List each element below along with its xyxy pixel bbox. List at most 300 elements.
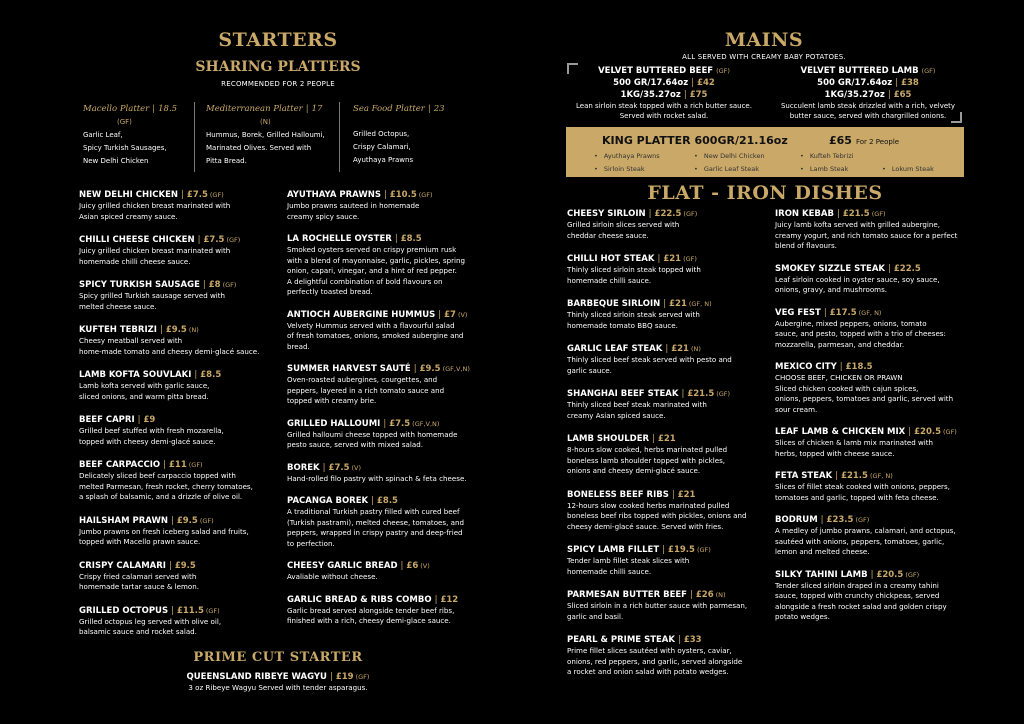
- price-separator: |: [820, 515, 824, 525]
- item-price: £21.5: [841, 471, 868, 481]
- platter-divider: [194, 102, 195, 172]
- item-name: MEXICO CITY: [775, 362, 837, 372]
- price-separator: |: [823, 307, 827, 318]
- item-title-row: [287, 419, 487, 430]
- item-desc: Crispy fried calamari served with: [79, 571, 197, 581]
- menu-item-mexico-city: [775, 362, 975, 415]
- platter-desc-line: Pitta Bread.: [206, 157, 247, 165]
- item-name: CHEESY GARLIC BREAD: [287, 561, 398, 571]
- flat-iron-title: FLAT - IRON DISHES: [647, 182, 883, 204]
- item-tag: (GF): [188, 461, 203, 469]
- price-separator: |: [657, 254, 661, 264]
- item-price: £11.5: [176, 605, 204, 616]
- menu-item-la-rochelle-oyster: [287, 234, 487, 298]
- item-name: NEW DELHI CHICKEN: [79, 190, 179, 200]
- item-desc: A traditional Turkish pastry filled with cured beef: [287, 507, 460, 516]
- item-tag: (GF): [199, 516, 214, 525]
- item-price: £10.5: [389, 190, 417, 200]
- item-desc: sautéed with onions, peppers, tomatoes, garlic,: [775, 536, 945, 546]
- item-tag: (GF, N): [688, 300, 712, 308]
- item-desc: melted cheese sauce.: [79, 301, 157, 311]
- item-desc: Smoked oysters served on crispy premium rusk: [287, 245, 457, 254]
- price-separator: |: [681, 389, 685, 399]
- item-name: SILKY TAHINI LAMB: [775, 569, 868, 580]
- item-desc: Aubergine, mixed peppers, onions, tomato: [775, 318, 927, 328]
- item-title-row: [567, 590, 772, 601]
- item-desc: potato wedges.: [775, 612, 830, 621]
- price-separator: |: [181, 190, 184, 200]
- menu-item-grilled-halloumi: [287, 419, 487, 451]
- item-desc: homemade tartar sauce & lemon.: [79, 582, 200, 591]
- price-separator: |: [168, 560, 172, 571]
- item-desc: blend of flavours.: [775, 241, 837, 250]
- item-name: VELVET BUTTERED BEEF: [598, 66, 714, 76]
- platter-tag: (N): [260, 118, 271, 126]
- platter-desc-line: Spicy Turkish Sausages,: [83, 144, 167, 152]
- price-separator: |: [839, 362, 843, 372]
- item-desc: Jumbo prawns sauteed in homemade: [287, 201, 420, 210]
- platter-desc-line: Garlic Leaf,: [83, 131, 123, 139]
- item-desc: Sliced chicken cooked with cajun spices,: [775, 383, 919, 393]
- item-title-row: [79, 325, 279, 336]
- price-separator: |: [434, 594, 438, 605]
- item-name: VEG FEST: [775, 307, 821, 318]
- item-tag: (N): [690, 345, 701, 353]
- item-name: CHILLI CHEESE CHICKEN: [79, 235, 195, 245]
- platter-name: Sea Food Platter: [353, 104, 425, 114]
- item-tag: (GF,V,N): [442, 365, 470, 373]
- item-title-row: [79, 460, 279, 471]
- item-name: CHILLI HOT STEAK: [567, 254, 655, 264]
- item-title-row: [567, 434, 772, 445]
- king-platter-people: For 2 People: [855, 138, 900, 146]
- menu-item-lamb-shoulder: [567, 434, 772, 477]
- item-desc: Sliced sirloin in a rich butter sauce with parmesan,: [567, 601, 748, 610]
- item-price: £9.5: [419, 364, 441, 374]
- item-desc: topped with creamy brie.: [287, 396, 377, 405]
- item-price: £22.5: [893, 263, 921, 274]
- price-separator: |: [400, 561, 404, 571]
- item-title-row: [79, 561, 279, 572]
- item-name: SUMMER HARVEST SAUTÉ: [287, 364, 411, 374]
- price-separator: |: [690, 590, 693, 600]
- item-tag: (N): [188, 326, 199, 334]
- item-name: QUEENSLAND RIBEYE WAGYU: [186, 672, 327, 682]
- item-desc: onions and cheesy demi-glacé sauce.: [567, 466, 701, 475]
- item-title-row: [287, 463, 487, 474]
- item-desc: Prime fillet slices sautéed with oysters, caviar,: [567, 646, 732, 655]
- menu-item-chilli-cheese-chicken: [79, 235, 279, 267]
- flat-iron-right-column: [775, 209, 975, 623]
- menu-item-chilli-hot-steak: [567, 254, 772, 286]
- sharing-platters-title: SHARING PLATTERS: [195, 59, 361, 75]
- menu-item-barbeque-sirloin: [567, 299, 772, 331]
- price-separator: |: [322, 462, 326, 473]
- price-separator: |: [888, 263, 891, 274]
- item-desc: homemade chilli cheese sauce.: [79, 256, 191, 266]
- item-desc: Thinly sliced sirloin steak served with: [567, 310, 700, 319]
- item-desc: finished with a rich, cheesy demi-glace sauce.: [287, 616, 451, 625]
- item-desc: Delicately sliced beef carpaccio topped with: [79, 471, 236, 480]
- item-desc: 3 oz Ribeye Wagyu Served with tender asparagus.: [188, 683, 368, 692]
- item-tag: (V): [351, 463, 362, 472]
- item-desc: Velvety Hummus served with a flavourful salad: [287, 320, 455, 330]
- item-desc: alongside a fresh rocket salad and golden crispy: [775, 601, 947, 611]
- price-separator: |: [652, 434, 655, 444]
- item-tag: (GF): [696, 546, 711, 554]
- item-desc: Cheesy meatball served with: [79, 336, 183, 345]
- item-desc: cheesy demi-glacé sauce. Served with fries.: [567, 521, 724, 531]
- king-platter-item: • Lokum Steak: [882, 165, 934, 173]
- velvet-lamb: VELVET BUTTERED LAMB (GF) 500 GR/17.64oz | £38 1KG/35.27oz | £65 Succulent lamb steak drizzled with a rich, velvety butter sauce, served with chargrilled onions.: [770, 66, 966, 121]
- item-name: GARLIC LEAF STEAK: [567, 344, 663, 354]
- item-desc: onions, red peppers, and garlic, served alongside: [567, 656, 743, 666]
- platter-desc-line: Marinated Olives. Served with: [206, 144, 312, 152]
- menu-item-garlic-bread-ribs-combo: [287, 595, 487, 627]
- price-separator: |: [137, 415, 141, 425]
- item-desc: with a blend of mayonnaise, garlic, pickles, spring: [287, 255, 465, 265]
- item-desc: pesto sauce, served with mixed salad.: [287, 440, 423, 449]
- king-platter-item: • Kufteh Tebrizi: [800, 152, 854, 160]
- item-price: £21.5: [842, 209, 870, 219]
- price: £75: [689, 90, 708, 100]
- item-desc: Slices of fillet steak cooked with onions, peppers,: [775, 482, 950, 491]
- menu-item-shanghai-beef-steak: [567, 389, 772, 421]
- item-tag: (GF): [716, 67, 730, 75]
- starters-title: STARTERS: [218, 29, 338, 51]
- weight: 500 GR/17.64oz: [817, 78, 893, 88]
- item-title-row: [287, 496, 487, 507]
- item-title-row: [287, 190, 487, 201]
- menu-item-boneless-beef-ribs: [567, 490, 772, 533]
- item-desc: mozzarella, parmesan, and cheddar.: [775, 339, 905, 349]
- item-desc: Slices of chicken & lamb mix marinated with: [775, 438, 934, 447]
- item-title-row: [567, 344, 772, 355]
- item-price: £9.5: [176, 515, 198, 526]
- item-desc: perfectly toasted bread.: [287, 287, 373, 296]
- item-name: AYUTHAYA PRAWNS: [287, 190, 381, 200]
- item-title-row: [567, 490, 772, 501]
- item-desc: topped with Macello prawn sauce.: [79, 537, 201, 546]
- item-name: GRILLED OCTOPUS: [79, 605, 169, 616]
- item-desc: Juicy grilled chicken breast marinated with: [79, 201, 231, 210]
- menu-item-veg-fest: [775, 308, 975, 351]
- item-desc: Lamb kofta served with garlic sauce,: [79, 381, 210, 390]
- item-price: £7.5: [186, 190, 208, 200]
- item-price: £20.5: [876, 569, 904, 580]
- item-name: FETA STEAK: [775, 471, 833, 481]
- item-tag: (GF): [921, 67, 936, 75]
- item-title-row: [287, 561, 487, 572]
- item-price: £22.5: [654, 209, 682, 219]
- menu-item-lamb-kofta-souvlaki: [79, 370, 279, 402]
- item-desc: Tender lamb fillet steak slices with: [567, 556, 690, 565]
- item-desc: cheddar cheese sauce.: [567, 230, 649, 240]
- price-separator: |: [665, 344, 669, 354]
- item-title-row: [79, 415, 279, 426]
- item-title-row: [567, 389, 772, 400]
- mains-note: ALL SERVED WITH CREAMY BABY POTATOES.: [682, 53, 846, 61]
- item-title-row: [287, 595, 487, 606]
- price: £65: [893, 90, 912, 100]
- price-separator: |: [438, 309, 442, 320]
- price-separator: |: [835, 471, 839, 481]
- king-platter-price-block: [829, 134, 899, 147]
- flat-iron-left-column: [567, 209, 772, 678]
- price: £38: [901, 78, 919, 88]
- item-name: KUFTEH TEBRIZI: [79, 325, 157, 335]
- item-title-row: [567, 209, 772, 220]
- menu-item-bodrum: [775, 515, 975, 558]
- weight: 500 GR/17.64oz: [613, 78, 689, 88]
- item-desc: creamy Asian spiced sauce.: [567, 410, 666, 420]
- velvet-beef: VELVET BUTTERED BEEF (GF) 500 GR/17.64oz | £42 1KG/35.27oz | £75 Lean sirloin steak topped with a rich butter sauce. Served with rocket salad.: [566, 66, 762, 121]
- price-separator: |: [394, 234, 398, 244]
- platter-mediterranean: Mediterranean Platter | 17 (N) Hummus, Borek, Grilled Halloumi, Marinated Olives. Served with Pitta Bread.: [206, 104, 346, 168]
- item-desc: boneless lamb shoulder topped with pickles,: [567, 455, 726, 465]
- item-desc: garlic sauce.: [567, 365, 612, 375]
- king-platter-item: • New Delhi Chicken: [694, 152, 765, 160]
- item-price: £18.5: [845, 362, 873, 372]
- menu-item-spicy-turkish-sausage: [79, 280, 279, 312]
- item-desc: homemade chilli sauce.: [567, 566, 652, 576]
- item-price: £21: [657, 434, 676, 444]
- item-name: HAILSHAM PRAWN: [79, 515, 168, 526]
- menu-item-iron-kebab: [775, 209, 975, 252]
- price-separator: |: [170, 515, 174, 526]
- item-desc: Jumbo prawns on fresh iceberg salad and fruits,: [79, 526, 249, 536]
- menu-item-silky-tahini-lamb: [775, 570, 975, 623]
- item-name: LEAF LAMB & CHICKEN MIX: [775, 427, 906, 437]
- item-title-row: [567, 299, 772, 310]
- item-title-row: [79, 370, 279, 381]
- price-separator: |: [159, 325, 163, 335]
- item-desc: a splash of balsamic, and a drizzle of olive oil.: [79, 492, 243, 501]
- item-desc: to perfection.: [287, 538, 335, 548]
- item-tag: (GF): [871, 210, 886, 218]
- item-desc: herbs, topped with cheese sauce.: [775, 448, 895, 458]
- item-desc: bread.: [287, 341, 310, 351]
- menu-item-parmesan-butter-beef: [567, 590, 772, 622]
- item-tag: (GF, N): [869, 472, 893, 480]
- price-separator: |: [663, 299, 667, 309]
- platter-name: Mediterranean Platter: [206, 104, 303, 114]
- item-price: £23.5: [826, 515, 854, 525]
- item-desc: 12-hours slow cooked herbs marinated pulled: [567, 500, 730, 510]
- item-price: £7: [444, 309, 456, 320]
- item-title-row: [287, 234, 487, 245]
- menu-item-pacanga-borek: [287, 496, 487, 549]
- king-platter-item: • Garlic Leaf Steak: [694, 165, 759, 173]
- item-title-row: [79, 516, 279, 527]
- item-price: £20.5: [914, 427, 941, 437]
- item-price: £9.5: [165, 325, 187, 335]
- item-desc: balsamic sauce and rocket salad.: [79, 627, 197, 636]
- item-desc: melted Parmesan, fresh rocket, cherry tomatoes,: [79, 481, 253, 491]
- item-desc: 8-hours slow cooked, herbs marinated pulled: [567, 445, 728, 454]
- item-name: SPICY TURKISH SAUSAGE: [79, 280, 200, 290]
- item-title-row: [775, 264, 975, 275]
- item-name: BODRUM: [775, 515, 818, 525]
- item-title-row: [79, 235, 279, 246]
- item-desc: peppers, wrapped in crispy pastry and deep-fried: [287, 528, 463, 537]
- item-desc: Served with rocket salad.: [619, 111, 709, 120]
- item-name: VELVET BUTTERED LAMB: [800, 66, 919, 76]
- platter-macello: Macello Platter | 18.5 (GF) Garlic Leaf, Spicy Turkish Sausages, New Delhi Chicken: [83, 104, 203, 168]
- menu-item-cheesy-sirloin: [567, 209, 772, 241]
- starters-left-column: [79, 190, 279, 638]
- item-tag: (GF): [222, 281, 237, 289]
- menu-item-summer-harvest-saut: [287, 364, 487, 407]
- king-platter-item: • Lamb Steak: [800, 165, 848, 173]
- price-separator: |: [908, 427, 912, 437]
- item-title-row: [775, 427, 975, 438]
- king-platter: [566, 127, 964, 177]
- item-tag: (N): [715, 591, 726, 599]
- item-tag: (GF): [683, 255, 697, 263]
- item-desc: sliced onions, and warm pitta bread.: [79, 391, 209, 401]
- item-name: PEARL & PRIME STEAK: [567, 635, 675, 645]
- menu-item-hailsham-prawn: [79, 516, 279, 548]
- item-price: £9.5: [174, 560, 196, 571]
- item-tag: (GF): [905, 570, 920, 579]
- menu-item-kufteh-tebrizi: [79, 325, 279, 357]
- weight: 1KG/35.27oz: [620, 90, 681, 100]
- item-desc: Juicy lamb kofta served with grilled aubergine,: [775, 220, 940, 229]
- item-title-row: [567, 635, 772, 646]
- item-desc: homemade chilli sauce.: [567, 275, 652, 285]
- sharing-note: RECOMMENDED FOR 2 PEOPLE: [221, 80, 335, 88]
- item-desc: sour cream.: [775, 404, 818, 414]
- price-separator: |: [836, 209, 840, 219]
- platter-seafood: Sea Food Platter | 23 Grilled Octopus, Crispy Calamari, Ayuthaya Prawns: [353, 104, 463, 167]
- item-price: £7.5: [328, 462, 350, 473]
- price-separator: |: [197, 235, 201, 245]
- item-title-row: [775, 308, 975, 319]
- price-separator: |: [163, 460, 166, 470]
- item-desc: Grilled halloumi cheese topped with homemade: [287, 429, 458, 439]
- menu-item-leaf-lamb-chicken-mix: [775, 427, 975, 459]
- item-desc: topped with cheesy demi-glacé sauce.: [79, 436, 216, 446]
- menu-item-cheesy-garlic-bread: [287, 561, 487, 583]
- item-desc: sauce, topped with crunchy chickpeas, served: [775, 591, 940, 600]
- item-name: LAMB KOFTA SOUVLAKI: [79, 370, 192, 380]
- item-price: £19.5: [668, 545, 695, 555]
- menu-item-new-delhi-chicken: [79, 190, 279, 222]
- item-name: BEEF CARPACCIO: [79, 460, 161, 470]
- item-price: £12: [440, 594, 459, 605]
- item-desc: Succulent lamb steak drizzled with a rich, velvety: [780, 102, 956, 110]
- item-price: £6: [406, 561, 419, 571]
- item-title-row: [79, 280, 279, 291]
- item-desc: garlic and basil.: [567, 611, 624, 621]
- item-desc: sauce, and pesto, topped with a trio of cheeses:: [775, 329, 946, 338]
- price-separator: |: [671, 489, 675, 500]
- item-title-row: [775, 471, 975, 482]
- starters-right-column: [287, 190, 487, 627]
- menu-item-smokey-sizzle-steak: [775, 264, 975, 296]
- item-tag: (GF, N): [858, 308, 882, 317]
- item-price: £21: [669, 299, 687, 309]
- platter-desc: [206, 129, 346, 168]
- item-name: IRON KEBAB: [775, 209, 834, 219]
- item-desc: Tender sliced sirloin draped in a creamy tahini: [775, 580, 939, 590]
- item-price: £8.5: [200, 370, 222, 380]
- item-name: LA ROCHELLE OYSTER: [287, 234, 392, 244]
- item-tag: (GF): [226, 236, 241, 244]
- platter-price: 17: [311, 104, 323, 114]
- price: £42: [697, 78, 715, 88]
- item-title-row: [79, 190, 279, 201]
- item-name: SHANGHAI BEEF STEAK: [567, 389, 679, 399]
- item-title-row: [775, 570, 975, 581]
- menu-item-beef-carpaccio: [79, 460, 279, 503]
- item-name: PACANGA BOREK: [287, 496, 369, 506]
- item-price: £21: [663, 254, 682, 264]
- item-price: £19: [335, 672, 354, 682]
- item-name: BARBEQUE SIRLOIN: [567, 299, 661, 309]
- menu-item-antioch-aubergine-hummus: [287, 310, 487, 353]
- menu-item-garlic-leaf-steak: [567, 344, 772, 376]
- platter-desc: [353, 128, 463, 167]
- item-title-row: [287, 364, 487, 375]
- item-title-row: [567, 254, 772, 265]
- item-tag: (GF): [943, 428, 957, 436]
- item-tag: (V): [420, 562, 430, 570]
- item-desc: A delightful combination of bold flavours on: [287, 276, 443, 286]
- price-separator: |: [171, 605, 174, 616]
- item-price: £21: [677, 489, 696, 500]
- item-desc: Leaf sirloin cooked in oyster sauce, soy sauce,: [775, 274, 940, 284]
- item-name: CRISPY CALAMARI: [79, 560, 166, 571]
- item-desc: Thinly sliced sirloin steak topped with: [567, 265, 701, 274]
- item-desc: Oven-roasted aubergines, courgettes, and: [287, 375, 438, 384]
- platter-desc-line: Grilled Octopus,: [353, 130, 410, 138]
- item-price: £7.5: [389, 418, 411, 429]
- platter-divider: [339, 102, 340, 172]
- price-separator: |: [677, 635, 681, 645]
- item-price: £21.5: [687, 389, 715, 399]
- menu-item-grilled-octopus: [79, 606, 279, 638]
- platter-desc-line: Crispy Calamari,: [353, 143, 411, 151]
- item-title-row: [775, 362, 975, 373]
- item-desc: butter sauce, served with chargrilled onions.: [789, 111, 947, 120]
- item-desc: of fresh tomatoes, onions, smoked aubergine and: [287, 331, 464, 340]
- item-desc: peppers, layered in a rich tomato sauce and: [287, 385, 445, 395]
- king-platter-title: KING PLATTER 600GR/21.16oz: [602, 134, 788, 147]
- menu-item-borek: [287, 463, 487, 485]
- mains-title: MAINS: [724, 29, 804, 51]
- item-price: £8: [208, 280, 221, 290]
- item-desc: Avaliable without cheese.: [287, 572, 378, 581]
- price-separator: |: [371, 496, 374, 506]
- item-price: £26: [695, 590, 714, 600]
- item-name: GARLIC BREAD & RIBS COMBO: [287, 594, 432, 605]
- item-price: £7.5: [203, 235, 225, 245]
- item-price: £8.5: [400, 234, 422, 244]
- menu-item-beef-capri: [79, 415, 279, 447]
- item-desc: Asian spiced creamy sauce.: [79, 211, 178, 221]
- item-desc: A medley of jumbo prawns, calamari, and octopus,: [775, 526, 956, 535]
- menu-item-pearl-prime-steak: [567, 635, 772, 678]
- item-desc: tomatoes and garlic, topped with feta cheese.: [775, 492, 939, 502]
- item-tag: (GF): [205, 606, 220, 615]
- menu-item-crispy-calamari: [79, 561, 279, 593]
- prime-cut-item: QUEENSLAND RIBEYE WAGYU | £19 (GF) 3 oz Ribeye Wagyu Served with tender asparagus.: [150, 672, 406, 694]
- item-tag: (GF): [355, 673, 370, 681]
- item-desc: onions, peppers, tomatoes and garlic, served with: [775, 394, 954, 403]
- item-tag: (GF): [716, 390, 731, 398]
